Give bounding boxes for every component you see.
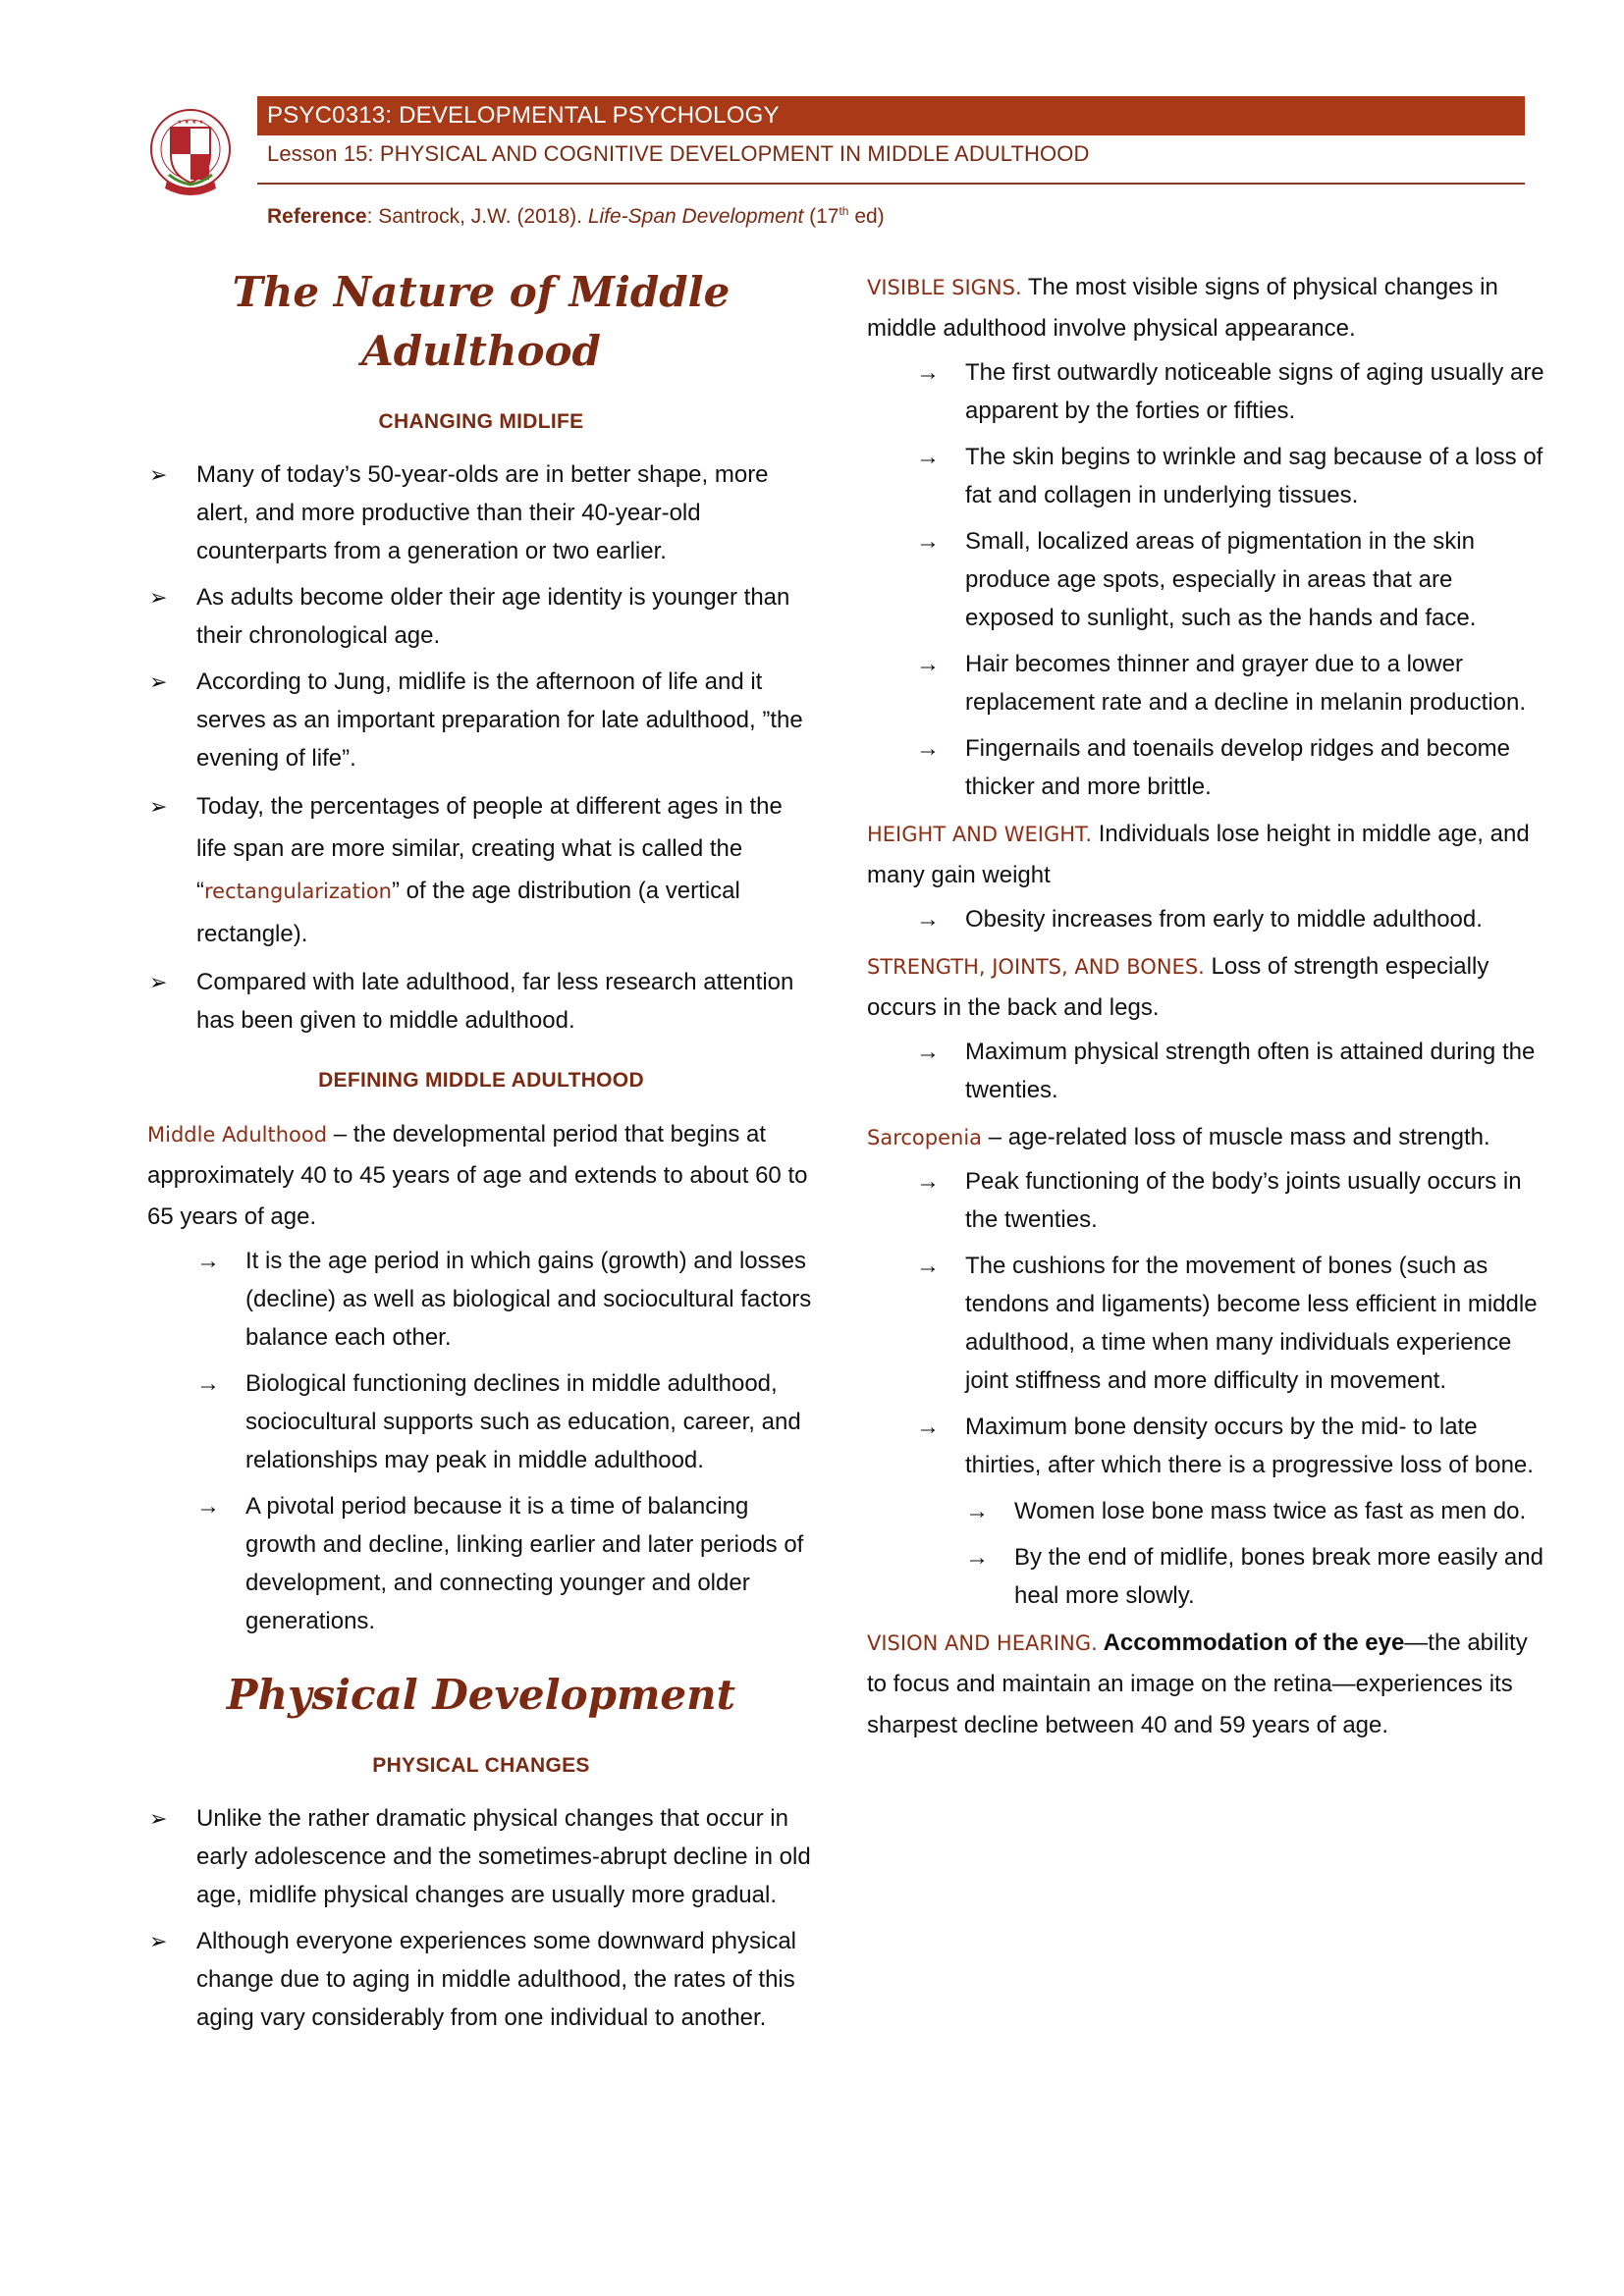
term-sarcopenia: Sarcopenia [867, 1126, 983, 1149]
term-rectangularization: rectangularization [204, 880, 392, 903]
course-banner: PSYC0313: DEVELOPMENTAL PSYCHOLOGY [257, 96, 1525, 135]
list-item: → The skin begins to wrinkle and sag because of a loss of fat and collagen in underlying tissues. [867, 438, 1544, 514]
list-item: → The first outwardly noticeable signs of aging usually are apparent by the forties or fifties. [867, 353, 1544, 430]
subheading-physical-changes: PHYSICAL CHANGES [372, 1754, 590, 1777]
sarcopenia-points [867, 1162, 1544, 1484]
header-divider [257, 183, 1525, 185]
right-column [867, 267, 1544, 1746]
list-item: ➢ According to Jung, midlife is the afternoon of life and it serves as an important preparation for late adulthood, ”the evening of life”. [147, 663, 815, 777]
list-item: ➢ Although everyone experiences some downward physical change due to aging in middle adulthood, the rates of this aging vary considerably from one individual to another. [147, 1922, 815, 2037]
bone-loss-subpoints [867, 1492, 1544, 1615]
reference-line: Reference: Santrock, J.W. (2018). Life-Span Development (17th ed) [267, 204, 885, 228]
visible-signs-points [867, 353, 1544, 806]
list-item: → By the end of midlife, bones break more easily and heal more slowly. [867, 1538, 1544, 1615]
term-accommodation-of-eye: Accommodation of the eye [1097, 1629, 1405, 1656]
section-title-nature: The Nature of Middle Adulthood [232, 268, 731, 375]
label-visible-signs: VISIBLE SIGNS. [867, 276, 1022, 299]
subheading-changing-midlife: CHANGING MIDLIFE [378, 410, 584, 433]
height-weight-points [867, 900, 1544, 938]
arrow-right-icon: → [916, 528, 940, 555]
arrow-right-icon: → [965, 1498, 989, 1524]
arrow-right-icon: → [916, 651, 940, 677]
list-item: ➢ As adults become older their age identity is younger than their chronological age. [147, 578, 815, 655]
book-title: Life-Span Development [587, 205, 804, 228]
arrow-right-icon: → [916, 906, 940, 933]
list-item: → Hair becomes thinner and grayer due to a lower replacement rate and a decline in melanin production. [867, 645, 1544, 721]
bullet-arrowhead-icon: ➢ [149, 669, 168, 694]
label-vision-hearing: VISION AND HEARING. [867, 1631, 1098, 1655]
bullet-arrowhead-icon: ➢ [149, 1806, 168, 1831]
arrow-right-icon: → [916, 359, 940, 386]
list-item: → Peak functioning of the body’s joints usually occurs in the twenties. [867, 1162, 1544, 1239]
arrow-right-icon: → [965, 1544, 989, 1571]
university-seal-logo [149, 98, 232, 214]
bullet-arrowhead-icon: ➢ [149, 794, 168, 819]
strength-paragraph: STRENGTH, JOINTS, AND BONES. Loss of strength especially occurs in the back and legs. [867, 953, 1489, 1021]
arrow-right-icon: → [196, 1493, 220, 1520]
section-title-physical-development: Physical Development [226, 1671, 736, 1719]
physical-changes-list [147, 1799, 815, 2037]
list-item: ➢ Compared with late adulthood, far less research attention has been given to middle adulthood. [147, 963, 815, 1040]
strength-points [867, 1033, 1544, 1109]
list-item: → Women lose bone mass twice as fast as men do. [867, 1492, 1544, 1530]
list-item: → Small, localized areas of pigmentation in the skin produce age spots, especially in areas that are exposed to sunlight, such as the hands and face. [867, 522, 1544, 637]
label-height-weight: HEIGHT AND WEIGHT. [867, 823, 1093, 846]
vision-hearing-paragraph: VISION AND HEARING. Accommodation of the eye—the ability to focus and maintain an image on the retina—experiences its sharpest decline between 40 and 59 years of age. [867, 1629, 1528, 1738]
list-item: → Fingernails and toenails develop ridges and become thicker and more brittle. [867, 729, 1544, 806]
left-column [147, 255, 815, 2045]
bullet-arrowhead-icon: ➢ [149, 462, 168, 487]
list-item: → It is the age period in which gains (growth) and losses (decline) as well as biological and sociocultural factors balance each other. [147, 1242, 815, 1357]
lesson-title: Lesson 15: PHYSICAL AND COGNITIVE DEVELOPMENT IN MIDDLE ADULTHOOD [267, 141, 1090, 166]
list-item: → Maximum bone density occurs by the mid- to late thirties, after which there is a progressive loss of bone. [867, 1408, 1544, 1484]
label-strength-joints-bones: STRENGTH, JOINTS, AND BONES. [867, 955, 1205, 979]
bullet-arrowhead-icon: ➢ [149, 970, 168, 994]
list-item: → Obesity increases from early to middle adulthood. [867, 900, 1544, 938]
arrow-right-icon: → [196, 1248, 220, 1274]
height-weight-paragraph: HEIGHT AND WEIGHT. Individuals lose height in middle age, and many gain weight [867, 821, 1530, 888]
arrow-right-icon: → [916, 1168, 940, 1195]
bullet-arrowhead-icon: ➢ [149, 585, 168, 610]
definition-middle-adulthood: Middle Adulthood – the developmental period that begins at approximately 40 to 45 years of age and extends to about 60 to 65 years of age. [147, 1121, 808, 1230]
definition-points [147, 1242, 815, 1640]
list-item: ➢ Many of today’s 50-year-olds are in better shape, more alert, and more productive than their 40-year-old counterparts from a generation or two earlier. [147, 455, 815, 570]
list-item: → Biological functioning declines in middle adulthood, sociocultural supports such as education, career, and relationships may peak in middle adulthood. [147, 1364, 815, 1479]
changing-midlife-list [147, 455, 815, 1040]
bullet-arrowhead-icon: ➢ [149, 1929, 168, 1953]
arrow-right-icon: → [916, 1414, 940, 1440]
visible-signs-paragraph: VISIBLE SIGNS. The most visible signs of physical changes in middle adulthood involve physical appearance. [867, 274, 1498, 342]
svg-text:★ ★ ★ ★: ★ ★ ★ ★ [177, 119, 204, 126]
arrow-right-icon: → [916, 735, 940, 762]
term-middle-adulthood: Middle Adulthood [147, 1123, 328, 1147]
list-item: → Maximum physical strength often is attained during the twenties. [867, 1033, 1544, 1109]
arrow-right-icon: → [916, 1039, 940, 1065]
subheading-defining-middle-adulthood: DEFINING MIDDLE ADULTHOOD [318, 1069, 644, 1092]
reference-label: Reference [267, 205, 367, 228]
arrow-right-icon: → [916, 444, 940, 470]
list-item: ➢ Unlike the rather dramatic physical changes that occur in early adolescence and the sometimes-abrupt decline in old age, midlife physical changes are usually more gradual. [147, 1799, 815, 1914]
list-item: → The cushions for the movement of bones (such as tendons and ligaments) become less efficient in middle adulthood, a time when many individuals experience joint stiffness and more difficulty in movement. [867, 1247, 1544, 1400]
arrow-right-icon: → [196, 1370, 220, 1397]
arrow-right-icon: → [916, 1253, 940, 1279]
list-item: ➢ Today, the percentages of people at different ages in the life span are more similar, creating what is called the “rectangularization” of the age distribution (a vertical rectangle). [147, 785, 815, 955]
list-item: → A pivotal period because it is a time of balancing growth and decline, linking earlier and later periods of development, and connecting younger and older generations. [147, 1487, 815, 1640]
sarcopenia-paragraph: Sarcopenia – age-related loss of muscle mass and strength. [867, 1124, 1490, 1150]
